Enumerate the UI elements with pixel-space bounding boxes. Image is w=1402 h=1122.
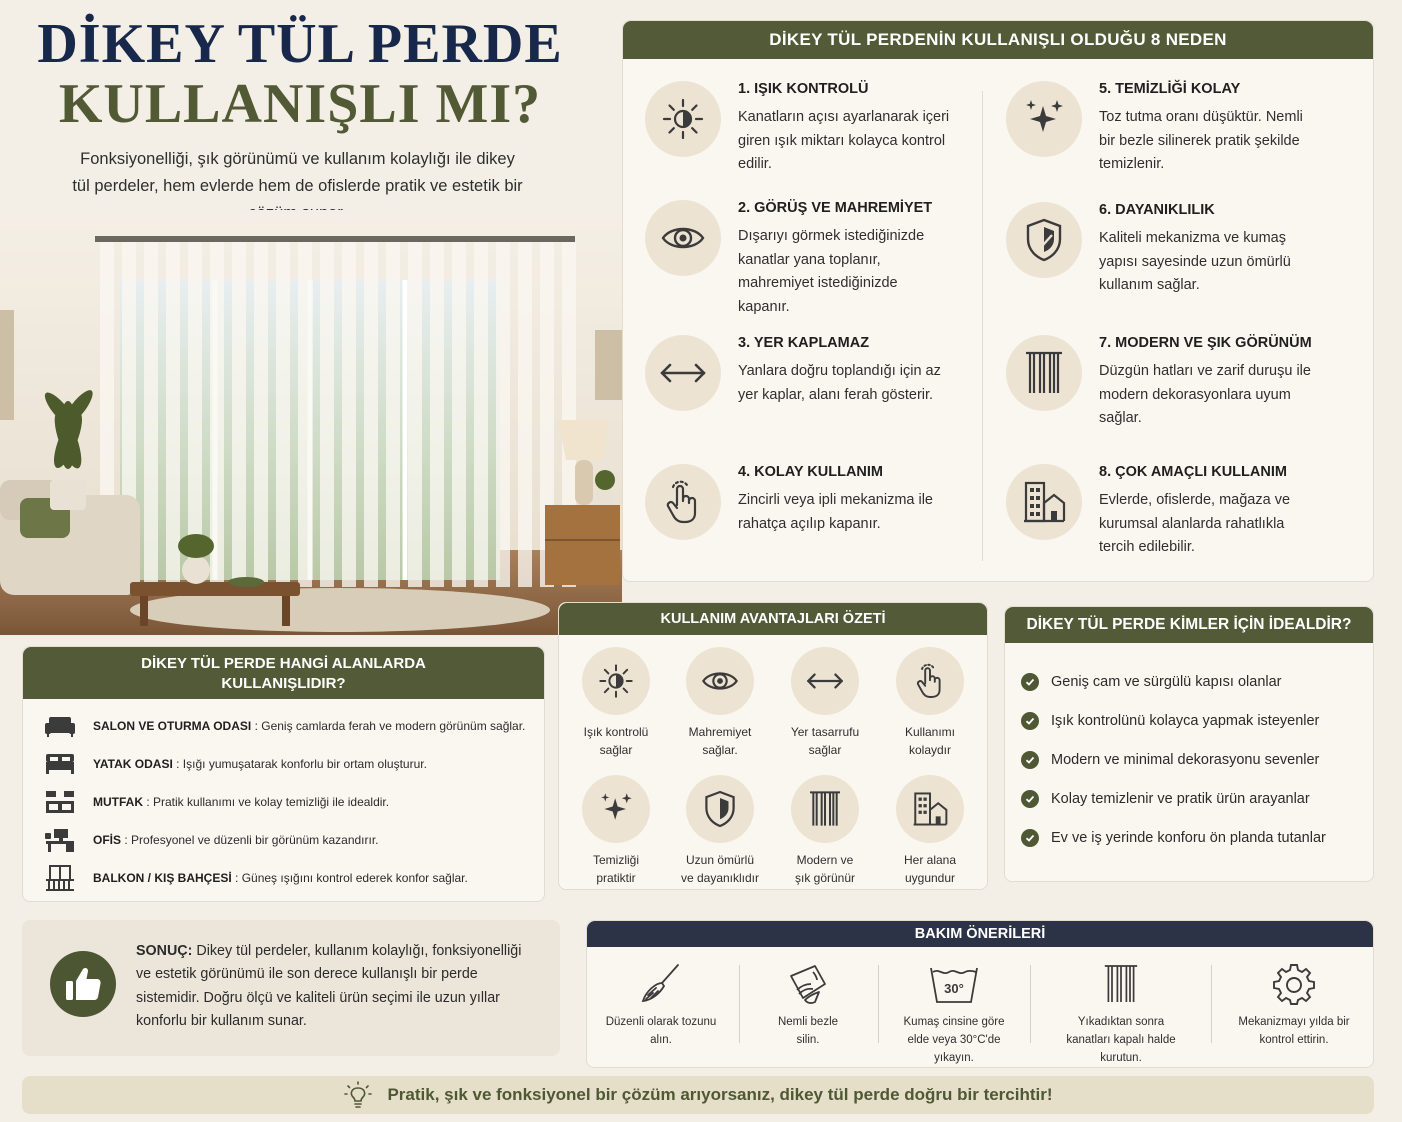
desk-icon <box>43 825 77 855</box>
areas-panel <box>22 646 545 902</box>
advantage-item <box>878 775 982 887</box>
divider <box>739 965 740 1043</box>
room-illustration <box>0 210 622 635</box>
maintenance-line-1: Düzenli olarak tozunu <box>605 1016 717 1028</box>
reason-title: 7. MODERN VE ŞIK GÖRÜNÜM <box>1099 335 1312 351</box>
check-circle-icon <box>1021 673 1039 691</box>
maintenance-item <box>883 959 1025 1067</box>
advantage-item <box>773 647 877 759</box>
kitchen-icon <box>43 787 77 817</box>
maintenance-line-1: Mekanizmayı yılda bir <box>1238 1016 1350 1028</box>
reason-text: Toz tutma oranı düşüktür. Nemli bir bezle silinerek pratik şekilde temizlenir. <box>1099 109 1303 172</box>
maintenance-line-1: Kumaş cinsine göre <box>903 1016 1005 1028</box>
maintenance-line-2: kanatları kapalı halde <box>1066 1034 1176 1046</box>
feather-duster-icon <box>591 959 731 1009</box>
reason-text: Kanatların açısı ayarlanarak içeri giren ışık miktarı kolayca kontrol edilir. <box>738 109 950 172</box>
maintenance-line-3: yıkayın. <box>934 1052 974 1064</box>
advantages-panel <box>558 602 988 890</box>
ideal-header: DİKEY TÜL PERDE KİMLER İÇİN İDEALDİR? <box>1005 607 1373 643</box>
reason-text: Düzgün hatları ve zarif duruşu ile modern dekorasyonlara uyum sağlar. <box>1099 363 1311 426</box>
vertical-blinds-icon <box>1039 959 1203 1009</box>
eye-icon <box>686 647 754 715</box>
area-item <box>43 749 427 779</box>
advantage-line-1: Mahremiyet <box>688 725 752 739</box>
ideal-text: Modern ve minimal dekorasyonu sevenler <box>1051 752 1320 768</box>
ideal-panel <box>1004 606 1374 882</box>
advantage-line-2: pratiktir <box>596 871 636 885</box>
ideal-text: Geniş cam ve sürgülü kapısı olanlar <box>1051 674 1282 690</box>
intro-text: Fonksiyonelliği, şık görünümü ve kullanım kolaylığı ile dikey tül perdeler, hem evlerde hem de ofislerde pratik ve estetik bir <box>72 150 523 195</box>
eye-icon <box>645 200 721 276</box>
ideal-item <box>1021 788 1310 810</box>
maintenance-line-2: alın. <box>650 1034 672 1046</box>
bed-icon <box>43 749 77 779</box>
wash-temperature-label: 30° <box>944 981 964 996</box>
advantage-line-1: Her alana <box>903 853 957 867</box>
ideal-item <box>1021 671 1282 693</box>
advantages-header: KULLANIM AVANTAJLARI ÖZETİ <box>559 603 987 635</box>
reason-text: Dışarıyı görmek istediğinizde kanatlar yana toplanır, mahremiyet istediğinizde kapanır. <box>738 228 925 315</box>
advantage-line-1: Modern ve <box>796 853 854 867</box>
maintenance-line-2: silin. <box>796 1034 820 1046</box>
advantage-item <box>878 647 982 759</box>
maintenance-line-1: Nemli bezle <box>777 1016 839 1028</box>
maintenance-line-2: kontrol ettirin. <box>1259 1034 1329 1046</box>
area-item <box>43 825 379 855</box>
advantage-line-1: Uzun ömürlü <box>685 853 755 867</box>
divider <box>1211 965 1212 1043</box>
title-line-2: KULLANIŞLI MI? <box>58 73 542 135</box>
areas-header-line-2: KULLANIŞLIDIR? <box>221 675 346 692</box>
advantage-line-1: Yer tasarrufu <box>790 725 860 739</box>
check-circle-icon <box>1021 829 1039 847</box>
ideal-item <box>1021 710 1319 732</box>
sofa-icon <box>43 711 77 741</box>
check-circle-icon <box>1021 790 1039 808</box>
reason-title: 2. GÖRÜŞ VE MAHREMİYET <box>738 200 933 216</box>
arrows-horizontal-icon <box>645 335 721 411</box>
maintenance-item <box>743 959 873 1049</box>
reasons-header: DİKEY TÜL PERDENİN KULLANIŞLI OLDUĞU 8 NEDEN <box>623 21 1373 59</box>
balcony-icon <box>43 863 77 893</box>
ideal-text: Ev ve iş yerinde konforu ön planda tutanlar <box>1051 830 1326 846</box>
maintenance-item <box>1219 959 1369 1049</box>
reason-text: Zincirli veya ipli mekanizma ile rahatça açılıp kapanır. <box>738 492 933 532</box>
conclusion-panel <box>22 920 560 1056</box>
area-text: : Geniş camlarda ferah ve modern görünüm sağlar. <box>254 719 526 733</box>
check-circle-icon <box>1021 712 1039 730</box>
hand-pointer-icon <box>896 647 964 715</box>
shield-icon <box>1006 202 1082 278</box>
area-item <box>43 711 525 741</box>
lightbulb-icon <box>343 1080 373 1110</box>
ideal-text: Işık kontrolünü kolayca yapmak isteyenler <box>1051 713 1320 729</box>
area-text: : Profesyonel ve düzenli bir görünüm kazandırır. <box>124 833 379 847</box>
maintenance-item <box>1039 959 1203 1067</box>
divider <box>878 965 879 1043</box>
maintenance-header: BAKIM ÖNERİLERİ <box>587 921 1373 947</box>
reason-title: 8. ÇOK AMAÇLI KULLANIM <box>1099 464 1287 480</box>
advantage-item <box>773 775 877 887</box>
reason-text: Evlerde, ofislerde, mağaza ve kurumsal alanlarda rahatlıkla tercih edilebilir. <box>1099 492 1291 555</box>
advantage-line-2: sağlar <box>808 743 842 757</box>
hand-pointer-icon <box>645 464 721 540</box>
areas-header-line-1: DİKEY TÜL PERDE HANGİ ALANLARDA <box>141 655 426 672</box>
reason-title: 4. KOLAY KULLANIM <box>738 464 884 480</box>
title-line-1: DİKEY TÜL PERDE <box>37 13 563 75</box>
advantage-line-2: şık görünür <box>794 871 856 885</box>
advantage-line-2: uygundur <box>904 871 956 885</box>
reason-title: 5. TEMİZLİĞİ KOLAY <box>1099 81 1241 97</box>
maintenance-item <box>591 959 731 1049</box>
gear-icon <box>1219 959 1369 1009</box>
area-name: SALON VE OTURMA ODASI <box>93 719 252 733</box>
sun-icon <box>582 647 650 715</box>
conclusion-body: Dikey tül perdeler, kullanım kolaylığı, fonksiyonelliği ve estetik görünümü ile son derece kullanışlı bir perde sistemidir. Doğru ölçü ve kaliteli ürün seçimi ile uzun yıllar konforlu bir kullanım sunar. <box>136 943 522 1029</box>
advantage-line-2: kolaydır <box>908 743 952 757</box>
arrows-horizontal-icon <box>791 647 859 715</box>
area-item <box>43 787 389 817</box>
maintenance-line-1: Yıkadıktan sonra <box>1077 1016 1165 1028</box>
advantage-line-2: sağlar <box>599 743 633 757</box>
advantage-line-2: sağlar. <box>702 743 738 757</box>
conclusion-text <box>136 940 536 1033</box>
maintenance-panel <box>586 920 1374 1068</box>
areas-header <box>23 647 544 699</box>
check-circle-icon <box>1021 751 1039 769</box>
ideal-item <box>1021 827 1326 849</box>
area-name: MUTFAK <box>93 795 143 809</box>
shield-icon <box>686 775 754 843</box>
vertical-blinds-icon <box>791 775 859 843</box>
advantage-line-1: Işık kontrolü <box>583 725 649 739</box>
advantage-line-1: Temizliği <box>592 853 639 867</box>
area-name: BALKON / KIŞ BAHÇESİ <box>93 871 232 885</box>
advantage-item <box>564 775 668 887</box>
ideal-text: Kolay temizlenir ve pratik ürün arayanlar <box>1051 791 1310 807</box>
buildings-icon <box>1006 464 1082 540</box>
wash-30-icon <box>883 959 1025 1009</box>
area-text: : Işığı yumuşatarak konforlu bir ortam oluşturur. <box>176 757 427 771</box>
reason-text: Kaliteli mekanizma ve kumaş yapısı sayesinde uzun ömürlü kullanım sağlar. <box>1099 230 1291 293</box>
sun-icon <box>645 81 721 157</box>
thumbs-up-icon <box>50 951 116 1017</box>
area-name: OFİS <box>93 833 122 847</box>
advantage-item <box>668 775 772 887</box>
reasons-divider <box>982 91 983 561</box>
advantage-item <box>668 647 772 759</box>
conclusion-label: SONUÇ: <box>136 943 193 959</box>
reason-title: 3. YER KAPLAMAZ <box>738 335 870 351</box>
divider <box>1030 965 1031 1043</box>
sparkles-icon <box>582 775 650 843</box>
advantage-line-1: Kullanımı <box>904 725 956 739</box>
buildings-icon <box>896 775 964 843</box>
wiping-cloth-icon <box>743 959 873 1009</box>
ideal-item <box>1021 749 1319 771</box>
reason-title: 1. IŞIK KONTROLÜ <box>738 81 869 97</box>
vertical-blinds-icon <box>1006 335 1082 411</box>
maintenance-line-2: elde veya 30°C'de <box>907 1034 1001 1046</box>
area-text: : Güneş ışığını kontrol ederek konfor sağlar. <box>235 871 468 885</box>
reasons-panel <box>622 20 1374 582</box>
reason-title: 6. DAYANIKLILIK <box>1099 202 1215 218</box>
sparkles-icon <box>1006 81 1082 157</box>
advantage-line-2: ve dayanıklıdır <box>680 871 760 885</box>
maintenance-line-3: kurutun. <box>1100 1052 1142 1064</box>
area-text: : Pratik kullanımı ve kolay temizliği ile idealdir. <box>146 795 390 809</box>
footer-banner <box>22 1076 1374 1114</box>
area-item <box>43 863 468 893</box>
area-name: YATAK ODASI <box>93 757 173 771</box>
footer-text: Pratik, şık ve fonksiyonel bir çözüm arıyorsanız, dikey tül perde doğru bir tercihtir! <box>387 1085 1053 1104</box>
reason-text: Yanlara doğru toplandığı için az yer kaplar, alanı ferah gösterir. <box>738 363 941 403</box>
advantage-item <box>564 647 668 759</box>
page-title <box>20 14 580 134</box>
